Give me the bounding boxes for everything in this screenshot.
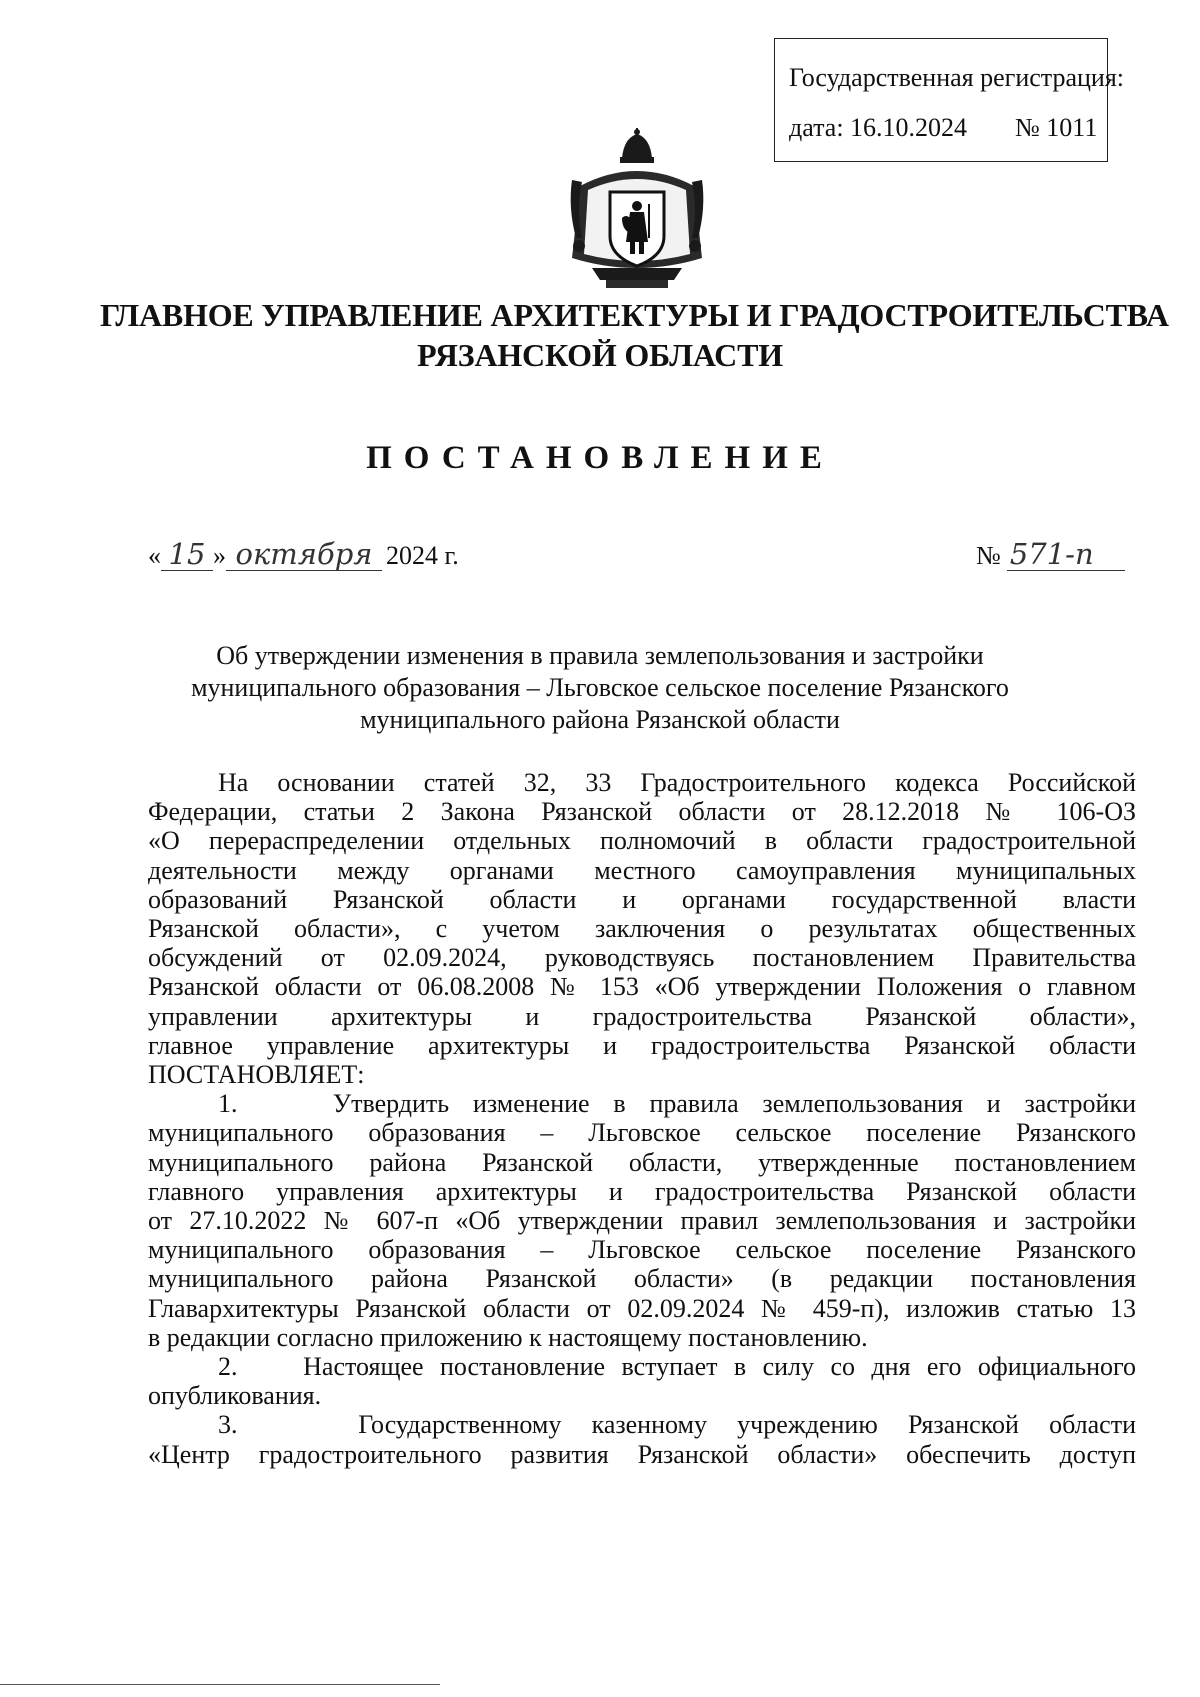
clause-3-line: «Центр градостроительного развития Рязанской области» обеспечить доступ [148, 1439, 1136, 1469]
document-subject [120, 640, 1080, 736]
organization-name-line1: ГЛАВНОЕ УПРАВЛЕНИЕ АРХИТЕКТУРЫ И ГРАДОСТРОИТЕЛЬСТВА [100, 297, 1169, 333]
document-date [148, 537, 459, 571]
registration-title: Государственная регистрация: [789, 63, 1125, 92]
preamble-line: главное управление архитектуры и градостроительства Рязанской области [148, 1030, 1136, 1060]
number-handwritten: 571-п [1007, 540, 1125, 571]
clause-2-line: 2. Настоящее постановление вступает в силу со дня его официального [218, 1352, 1136, 1382]
preamble-line: деятельности между органами местного самоуправления муниципальных [148, 855, 1136, 885]
clause-1-line: от 27.10.2022 № 607-п «Об утверждении правил землепользования и застройки [148, 1206, 1136, 1236]
clause-1-line: главного управления архитектуры и градостроительства Рязанской области [148, 1176, 1136, 1206]
preamble-line: На основании статей 32, 33 Градостроительного кодекса Российской [218, 768, 1136, 797]
registration-stamp [774, 38, 1125, 162]
document-body [148, 768, 1136, 1469]
subject-line: муниципального образования – Льговское сельское поселение Рязанского [191, 673, 1009, 702]
number-label: № [976, 541, 1001, 570]
preamble-line: ПОСТАНОВЛЯЕТ: [148, 1060, 365, 1090]
clause-1-line: муниципального района Рязанской области, утвержденные постановлением [148, 1147, 1136, 1177]
footer-divider [0, 1684, 440, 1685]
organization-name [100, 295, 1169, 375]
clause-3-line: 3. Государственному казенному учреждению Рязанской области [218, 1410, 1136, 1440]
subject-line: муниципального района Рязанской области [360, 705, 840, 734]
organization-name-line2: РЯЗАНСКОЙ ОБЛАСТИ [417, 337, 783, 373]
date-year: 2024 г. [386, 541, 459, 570]
date-day-handwritten: 15 [161, 540, 213, 571]
date-open-quote: « [148, 541, 161, 570]
preamble-line: Рязанской области», с учетом заключения о результатах общественных [148, 914, 1136, 944]
preamble-line: управлении архитектуры и градостроительства Рязанской области», [148, 1001, 1136, 1031]
clause-1-line: в редакции согласно приложению к настоящему постановлению. [148, 1322, 868, 1352]
date-month-handwritten: октября [226, 540, 382, 571]
preamble-line: обсуждений от 02.09.2024, руководствуясь постановлением Правительства [148, 943, 1136, 973]
clause-1-line: 1. Утвердить изменение в правила землепользования и застройки [218, 1089, 1136, 1119]
registration-date: дата: 16.10.2024 [789, 113, 968, 142]
preamble-line: образований Рязанской области и органами государственной власти [148, 884, 1136, 914]
clause-1-line: муниципального района Рязанской области» (в редакции постановления [148, 1264, 1136, 1294]
clause-1-line: муниципального образования – Льговское сельское поселение Рязанского [148, 1118, 1136, 1148]
preamble-line: «О перераспределении отдельных полномочий в области градостроительной [148, 826, 1136, 856]
preamble-line: Федерации, статьи 2 Закона Рязанской области от 28.12.2018 № 106-ОЗ [148, 797, 1136, 827]
clause-2-line: опубликования. [148, 1381, 322, 1411]
clause-1-line: муниципального образования – Льговское сельское поселение Рязанского [148, 1235, 1136, 1265]
date-close-quote: » [213, 541, 226, 570]
preamble-line: Рязанской области от 06.08.2008 № 153 «Об утверждении Положения о главном [148, 972, 1136, 1002]
ryazan-coat-of-arms-icon [562, 128, 712, 290]
registration-number: № 1011 [1015, 113, 1098, 142]
document-type: ПОСТАНОВЛЕНИЕ [366, 440, 834, 476]
document-number [976, 537, 1125, 571]
clause-1-line: Главархитектуры Рязанской области от 02.09.2024 № 459-п), изложив статью 13 [148, 1293, 1136, 1323]
subject-line: Об утверждении изменения в правила землепользования и застройки [216, 641, 984, 670]
